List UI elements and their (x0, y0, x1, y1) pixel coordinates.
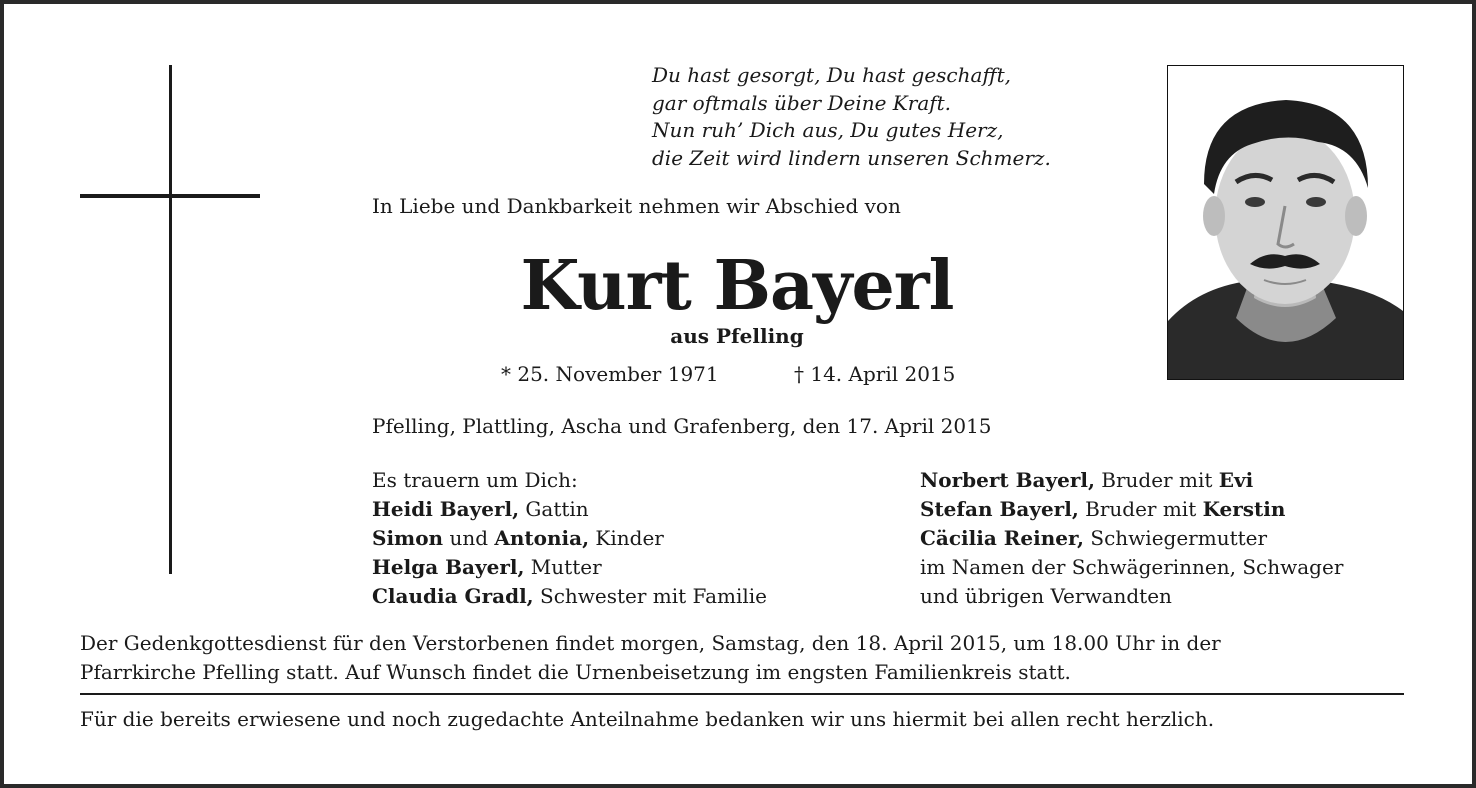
mourner-line (372, 582, 767, 611)
mourner-name: Helga Bayerl, (372, 555, 525, 579)
mourner-line (372, 553, 767, 582)
mourner-relation: Schwester mit Familie (533, 584, 767, 608)
mourner-name: Stefan Bayerl, (920, 497, 1079, 521)
hometown: aus Pfelling (670, 324, 804, 348)
mourner-relation: Schwiegermutter (1084, 526, 1268, 550)
mourner-relation: und (443, 526, 495, 550)
divider (80, 693, 1404, 695)
poem-line: Du hast gesorgt, Du hast geschafft, (652, 63, 1012, 87)
memorial-service-info (80, 629, 1405, 686)
mourners-list-right (920, 466, 1343, 611)
mourner-relation: im Namen der Schwägerinnen, Schwager (920, 555, 1344, 579)
mourner-name: Heidi Bayerl, (372, 497, 520, 521)
mourner-line (920, 582, 1343, 611)
mourner-relation: Bruder mit (1094, 468, 1219, 492)
memorial-poem (652, 62, 1051, 172)
birth-date: * 25. November 1971 (501, 362, 719, 386)
service-line: Der Gedenkgottesdienst für den Verstorbenen findet morgen, Samstag, den 18. April 2015, um 18.00 Uhr in der (80, 631, 1221, 655)
mourner-name: Antonia, (494, 526, 590, 550)
mourner-name: Kerstin (1202, 497, 1286, 521)
portrait-photo (1167, 65, 1404, 380)
thanks-text: Für die bereits erwiesene und noch zugedachte Anteilnahme bedanken wir uns hiermit bei allen recht herzlich. (80, 707, 1215, 731)
mourner-line (920, 466, 1343, 495)
mourner-relation: und übrigen Verwandten (920, 584, 1172, 608)
poem-line: die Zeit wird lindern unseren Schmerz. (652, 145, 1051, 170)
mourner-line (920, 524, 1343, 553)
mourner-name: Simon (372, 526, 444, 550)
intro-text: In Liebe und Dankbarkeit nehmen wir Abschied von (372, 194, 901, 218)
mourner-relation: Gattin (519, 497, 589, 521)
mourner-name: Norbert Bayerl, (920, 468, 1095, 492)
cross-horizontal-bar (80, 194, 260, 198)
death-date: † 14. April 2015 (794, 362, 956, 386)
mourner-relation: Kinder (589, 526, 664, 550)
mourner-line (920, 553, 1343, 582)
mourner-line (920, 495, 1343, 524)
cross-vertical-bar (169, 65, 172, 574)
mourner-name: Cäcilia Reiner, (920, 526, 1085, 550)
portrait-image (1168, 66, 1403, 379)
mourner-relation: Mutter (524, 555, 602, 579)
mourner-name: Evi (1218, 468, 1254, 492)
mourner-line (372, 495, 767, 524)
mourner-line (372, 466, 767, 495)
mourner-relation: Bruder mit (1078, 497, 1203, 521)
deceased-name: Kurt Bayerl (520, 246, 954, 326)
service-line: Pfarrkirche Pfelling statt. Auf Wunsch findet die Urnenbeisetzung im engsten Familienkreis statt. (80, 659, 1071, 684)
mourners-list-left (372, 466, 767, 611)
mourner-name: Claudia Gradl, (372, 584, 534, 608)
mourner-line (372, 524, 767, 553)
mourner-relation: Es trauern um Dich: (372, 468, 578, 492)
poem-line: Nun ruh’ Dich aus, Du gutes Herz, (652, 118, 1004, 142)
poem-line: gar oftmals über Deine Kraft. (652, 90, 952, 115)
place-and-date: Pfelling, Plattling, Ascha und Grafenberg, den 17. April 2015 (372, 414, 992, 438)
